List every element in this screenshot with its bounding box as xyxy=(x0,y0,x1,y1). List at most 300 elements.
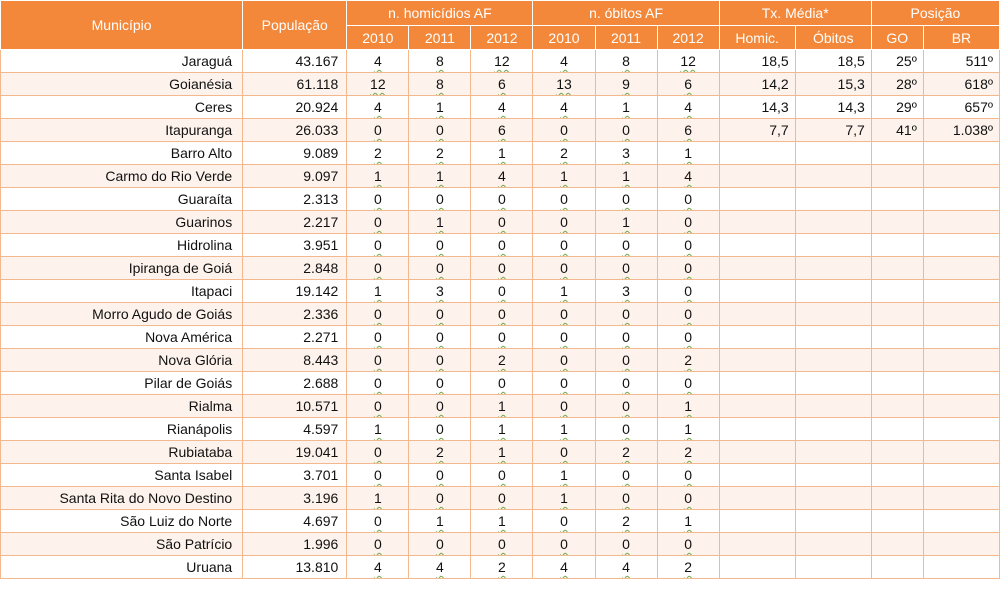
population-cell: 43.167 xyxy=(243,50,347,73)
posicao-go-cell: 28º xyxy=(871,73,923,96)
posicao-go-cell xyxy=(871,188,923,211)
obitos-2010-cell: 2 xyxy=(533,142,595,165)
obitos-2010-cell: 0 xyxy=(533,326,595,349)
obitos-2011-cell: 2 xyxy=(595,510,657,533)
posicao-go-cell xyxy=(871,165,923,188)
homicidios-2010-cell: 1 xyxy=(347,487,409,510)
posicao-go-cell xyxy=(871,211,923,234)
homicidios-2010-cell: 4 xyxy=(347,556,409,579)
obitos-2011-cell: 2 xyxy=(595,441,657,464)
municipio-cell: Pilar de Goiás xyxy=(1,372,243,395)
municipio-cell: Rianápolis xyxy=(1,418,243,441)
posicao-go-cell xyxy=(871,234,923,257)
homicidios-2012-cell: 6 xyxy=(471,119,533,142)
municipio-cell: Carmo do Rio Verde xyxy=(1,165,243,188)
homicidios-2012-cell: 4 xyxy=(471,96,533,119)
obitos-2011-cell: 1 xyxy=(595,96,657,119)
population-cell: 9.097 xyxy=(243,165,347,188)
posicao-br-cell xyxy=(923,487,999,510)
header-obitos-2010: 2010 xyxy=(533,26,595,50)
obitos-2011-cell: 0 xyxy=(595,257,657,280)
municipio-cell: Nova América xyxy=(1,326,243,349)
tx-obitos-cell xyxy=(795,395,871,418)
homicidios-2010-cell: 4 xyxy=(347,50,409,73)
municipio-cell: Barro Alto xyxy=(1,142,243,165)
posicao-br-cell xyxy=(923,257,999,280)
obitos-2011-cell: 9 xyxy=(595,73,657,96)
homicidios-2010-cell: 0 xyxy=(347,303,409,326)
header-homic: Homic. xyxy=(719,26,795,50)
homicidios-2010-cell: 0 xyxy=(347,257,409,280)
obitos-2012-cell: 2 xyxy=(657,556,719,579)
homicidios-2011-cell: 0 xyxy=(409,349,471,372)
obitos-2012-cell: 0 xyxy=(657,533,719,556)
tx-obitos-cell xyxy=(795,556,871,579)
obitos-2011-cell: 3 xyxy=(595,280,657,303)
posicao-br-cell xyxy=(923,280,999,303)
header-posicao: Posição xyxy=(871,1,999,26)
posicao-br-cell xyxy=(923,303,999,326)
header-municipio: Município xyxy=(1,1,243,50)
posicao-go-cell: 25º xyxy=(871,50,923,73)
homicidios-2011-cell: 0 xyxy=(409,395,471,418)
homicidios-2012-cell: 1 xyxy=(471,510,533,533)
obitos-2012-cell: 6 xyxy=(657,73,719,96)
posicao-br-cell xyxy=(923,372,999,395)
homicidios-2012-cell: 0 xyxy=(471,211,533,234)
posicao-go-cell xyxy=(871,257,923,280)
table-row xyxy=(1,119,1000,142)
tx-homic-cell xyxy=(719,349,795,372)
homicidios-2011-cell: 0 xyxy=(409,487,471,510)
posicao-go-cell xyxy=(871,372,923,395)
posicao-go-cell xyxy=(871,326,923,349)
municipio-cell: São Patrício xyxy=(1,533,243,556)
homicidios-2011-cell: 8 xyxy=(409,50,471,73)
homicidios-2011-cell: 0 xyxy=(409,257,471,280)
homicidios-2012-cell: 0 xyxy=(471,326,533,349)
tx-obitos-cell xyxy=(795,372,871,395)
posicao-go-cell: 29º xyxy=(871,96,923,119)
tx-homic-cell: 14,2 xyxy=(719,73,795,96)
header-populacao: População xyxy=(243,1,347,50)
tx-homic-cell xyxy=(719,487,795,510)
homicidios-2011-cell: 1 xyxy=(409,510,471,533)
table-row xyxy=(1,487,1000,510)
homicidios-2012-cell: 12 xyxy=(471,50,533,73)
obitos-2012-cell: 6 xyxy=(657,119,719,142)
posicao-br-cell xyxy=(923,441,999,464)
tx-homic-cell xyxy=(719,280,795,303)
tx-homic-cell xyxy=(719,257,795,280)
obitos-2012-cell: 2 xyxy=(657,441,719,464)
obitos-2012-cell: 1 xyxy=(657,510,719,533)
homicidios-2012-cell: 0 xyxy=(471,280,533,303)
posicao-go-cell xyxy=(871,303,923,326)
population-cell: 2.848 xyxy=(243,257,347,280)
municipio-cell: Hidrolina xyxy=(1,234,243,257)
tx-homic-cell xyxy=(719,441,795,464)
population-cell: 2.336 xyxy=(243,303,347,326)
obitos-2012-cell: 0 xyxy=(657,326,719,349)
tx-obitos-cell: 18,5 xyxy=(795,50,871,73)
header-homicidios-2011: 2011 xyxy=(409,26,471,50)
posicao-br-cell xyxy=(923,464,999,487)
homicidios-2011-cell: 0 xyxy=(409,188,471,211)
posicao-go-cell xyxy=(871,418,923,441)
table-row xyxy=(1,533,1000,556)
obitos-2012-cell: 0 xyxy=(657,487,719,510)
table-row xyxy=(1,96,1000,119)
posicao-br-cell: 657º xyxy=(923,96,999,119)
obitos-2010-cell: 4 xyxy=(533,556,595,579)
posicao-br-cell xyxy=(923,349,999,372)
table-row xyxy=(1,257,1000,280)
municipio-cell: Goianésia xyxy=(1,73,243,96)
obitos-2012-cell: 1 xyxy=(657,395,719,418)
homicidios-2010-cell: 0 xyxy=(347,372,409,395)
obitos-2011-cell: 0 xyxy=(595,372,657,395)
obitos-2011-cell: 0 xyxy=(595,188,657,211)
table-row xyxy=(1,510,1000,533)
homicidios-2010-cell: 0 xyxy=(347,441,409,464)
posicao-go-cell xyxy=(871,280,923,303)
posicao-go-cell xyxy=(871,510,923,533)
obitos-2012-cell: 0 xyxy=(657,280,719,303)
obitos-2010-cell: 0 xyxy=(533,211,595,234)
population-cell: 10.571 xyxy=(243,395,347,418)
homicidios-2012-cell: 0 xyxy=(471,303,533,326)
table-row xyxy=(1,280,1000,303)
homicidios-2010-cell: 0 xyxy=(347,533,409,556)
posicao-br-cell xyxy=(923,211,999,234)
population-cell: 3.196 xyxy=(243,487,347,510)
obitos-2011-cell: 0 xyxy=(595,395,657,418)
tx-homic-cell xyxy=(719,533,795,556)
municipio-cell: Guaraíta xyxy=(1,188,243,211)
tx-obitos-cell xyxy=(795,188,871,211)
tx-homic-cell xyxy=(719,188,795,211)
tx-obitos-cell xyxy=(795,326,871,349)
homicidios-2010-cell: 12 xyxy=(347,73,409,96)
posicao-br-cell xyxy=(923,556,999,579)
header-tx-media: Tx. Média* xyxy=(719,1,871,26)
municipio-cell: Guarinos xyxy=(1,211,243,234)
tx-homic-cell xyxy=(719,464,795,487)
header-homicidios-2010: 2010 xyxy=(347,26,409,50)
municipio-cell: Jaraguá xyxy=(1,50,243,73)
obitos-2012-cell: 0 xyxy=(657,257,719,280)
homicidios-2010-cell: 0 xyxy=(347,326,409,349)
homicidios-2012-cell: 0 xyxy=(471,234,533,257)
posicao-br-cell xyxy=(923,326,999,349)
obitos-2011-cell: 0 xyxy=(595,326,657,349)
homicidios-2010-cell: 0 xyxy=(347,119,409,142)
table-row xyxy=(1,73,1000,96)
tx-homic-cell xyxy=(719,326,795,349)
posicao-br-cell xyxy=(923,533,999,556)
homicidios-2012-cell: 0 xyxy=(471,188,533,211)
homicidios-2010-cell: 4 xyxy=(347,96,409,119)
tx-homic-cell xyxy=(719,510,795,533)
obitos-2012-cell: 1 xyxy=(657,418,719,441)
obitos-2010-cell: 0 xyxy=(533,349,595,372)
tx-homic-cell xyxy=(719,142,795,165)
population-cell: 61.118 xyxy=(243,73,347,96)
obitos-2010-cell: 0 xyxy=(533,234,595,257)
homicidios-2012-cell: 0 xyxy=(471,257,533,280)
header-obitos-2011: 2011 xyxy=(595,26,657,50)
homicidios-2012-cell: 1 xyxy=(471,395,533,418)
obitos-2011-cell: 0 xyxy=(595,303,657,326)
table-row xyxy=(1,142,1000,165)
tx-obitos-cell xyxy=(795,234,871,257)
obitos-2011-cell: 3 xyxy=(595,142,657,165)
homicidios-2012-cell: 2 xyxy=(471,349,533,372)
table-row xyxy=(1,395,1000,418)
tx-homic-cell xyxy=(719,234,795,257)
table-row xyxy=(1,234,1000,257)
homicidios-2011-cell: 0 xyxy=(409,418,471,441)
homicidios-2011-cell: 4 xyxy=(409,556,471,579)
posicao-go-cell xyxy=(871,487,923,510)
municipio-cell: São Luiz do Norte xyxy=(1,510,243,533)
table-row xyxy=(1,464,1000,487)
posicao-go-cell xyxy=(871,464,923,487)
posicao-br-cell xyxy=(923,395,999,418)
obitos-2011-cell: 8 xyxy=(595,50,657,73)
header-obitos-2012: 2012 xyxy=(657,26,719,50)
tx-homic-cell xyxy=(719,556,795,579)
obitos-2012-cell: 0 xyxy=(657,188,719,211)
homicidios-2011-cell: 3 xyxy=(409,280,471,303)
tx-obitos-cell xyxy=(795,142,871,165)
homicidios-2011-cell: 8 xyxy=(409,73,471,96)
municipio-cell: Santa Isabel xyxy=(1,464,243,487)
homicidios-2011-cell: 0 xyxy=(409,303,471,326)
tx-obitos-cell xyxy=(795,464,871,487)
homicidios-2012-cell: 1 xyxy=(471,142,533,165)
obitos-2010-cell: 0 xyxy=(533,510,595,533)
tx-homic-cell xyxy=(719,418,795,441)
obitos-2010-cell: 13 xyxy=(533,73,595,96)
obitos-2010-cell: 0 xyxy=(533,533,595,556)
tx-homic-cell: 18,5 xyxy=(719,50,795,73)
municipio-cell: Santa Rita do Novo Destino xyxy=(1,487,243,510)
population-cell: 19.041 xyxy=(243,441,347,464)
tx-obitos-cell xyxy=(795,349,871,372)
tx-obitos-cell xyxy=(795,211,871,234)
municipio-cell: Ceres xyxy=(1,96,243,119)
obitos-2012-cell: 0 xyxy=(657,372,719,395)
obitos-2012-cell: 1 xyxy=(657,142,719,165)
homicidios-2010-cell: 1 xyxy=(347,165,409,188)
obitos-2011-cell: 0 xyxy=(595,418,657,441)
tx-homic-cell xyxy=(719,165,795,188)
obitos-2010-cell: 0 xyxy=(533,119,595,142)
table-row xyxy=(1,349,1000,372)
obitos-2012-cell: 4 xyxy=(657,165,719,188)
posicao-br-cell: 511º xyxy=(923,50,999,73)
obitos-2011-cell: 0 xyxy=(595,533,657,556)
obitos-2011-cell: 0 xyxy=(595,349,657,372)
homicidios-2010-cell: 0 xyxy=(347,234,409,257)
posicao-go-cell xyxy=(871,142,923,165)
homicidios-2011-cell: 1 xyxy=(409,211,471,234)
obitos-2012-cell: 2 xyxy=(657,349,719,372)
table-row xyxy=(1,188,1000,211)
obitos-2010-cell: 1 xyxy=(533,280,595,303)
tx-obitos-cell xyxy=(795,441,871,464)
obitos-2011-cell: 0 xyxy=(595,487,657,510)
population-cell: 8.443 xyxy=(243,349,347,372)
homicidios-2011-cell: 0 xyxy=(409,234,471,257)
population-cell: 9.089 xyxy=(243,142,347,165)
header-go: GO xyxy=(871,26,923,50)
homicidios-2010-cell: 0 xyxy=(347,211,409,234)
municipio-cell: Itapuranga xyxy=(1,119,243,142)
posicao-go-cell xyxy=(871,349,923,372)
population-cell: 4.697 xyxy=(243,510,347,533)
table-row xyxy=(1,303,1000,326)
table-row xyxy=(1,441,1000,464)
population-cell: 3.701 xyxy=(243,464,347,487)
tx-obitos-cell: 15,3 xyxy=(795,73,871,96)
tx-obitos-cell xyxy=(795,487,871,510)
homicidios-2012-cell: 0 xyxy=(471,372,533,395)
header-br: BR xyxy=(923,26,999,50)
posicao-br-cell xyxy=(923,510,999,533)
homicidios-2010-cell: 2 xyxy=(347,142,409,165)
homicidios-2012-cell: 1 xyxy=(471,441,533,464)
homicidios-2011-cell: 0 xyxy=(409,326,471,349)
obitos-2011-cell: 0 xyxy=(595,119,657,142)
homicidios-2011-cell: 0 xyxy=(409,533,471,556)
obitos-2010-cell: 1 xyxy=(533,165,595,188)
homicidios-2011-cell: 2 xyxy=(409,142,471,165)
posicao-br-cell xyxy=(923,142,999,165)
tx-obitos-cell: 7,7 xyxy=(795,119,871,142)
obitos-2010-cell: 1 xyxy=(533,487,595,510)
posicao-br-cell: 618º xyxy=(923,73,999,96)
homicidios-2012-cell: 4 xyxy=(471,165,533,188)
obitos-2010-cell: 1 xyxy=(533,464,595,487)
table-row xyxy=(1,556,1000,579)
header-obitos-rate: Óbitos xyxy=(795,26,871,50)
posicao-go-cell xyxy=(871,556,923,579)
obitos-2011-cell: 4 xyxy=(595,556,657,579)
population-cell: 3.951 xyxy=(243,234,347,257)
obitos-2012-cell: 4 xyxy=(657,96,719,119)
posicao-br-cell xyxy=(923,418,999,441)
homicidios-2011-cell: 1 xyxy=(409,96,471,119)
table-row xyxy=(1,165,1000,188)
posicao-go-cell: 41º xyxy=(871,119,923,142)
population-cell: 2.217 xyxy=(243,211,347,234)
obitos-2012-cell: 0 xyxy=(657,464,719,487)
obitos-2010-cell: 0 xyxy=(533,257,595,280)
municipio-cell: Itapaci xyxy=(1,280,243,303)
table-row xyxy=(1,50,1000,73)
obitos-2010-cell: 0 xyxy=(533,395,595,418)
municipio-cell: Uruana xyxy=(1,556,243,579)
table-row xyxy=(1,211,1000,234)
tx-homic-cell xyxy=(719,211,795,234)
obitos-2012-cell: 0 xyxy=(657,303,719,326)
tx-homic-cell xyxy=(719,372,795,395)
municipio-cell: Rialma xyxy=(1,395,243,418)
municipio-cell: Morro Agudo de Goiás xyxy=(1,303,243,326)
population-cell: 13.810 xyxy=(243,556,347,579)
homicidios-2012-cell: 1 xyxy=(471,418,533,441)
homicidios-2011-cell: 1 xyxy=(409,165,471,188)
obitos-2010-cell: 0 xyxy=(533,441,595,464)
tx-homic-cell: 14,3 xyxy=(719,96,795,119)
tx-obitos-cell: 14,3 xyxy=(795,96,871,119)
posicao-br-cell xyxy=(923,165,999,188)
municipio-cell: Nova Glória xyxy=(1,349,243,372)
posicao-go-cell xyxy=(871,533,923,556)
homicidios-2010-cell: 1 xyxy=(347,280,409,303)
table-row xyxy=(1,418,1000,441)
homicidios-2011-cell: 0 xyxy=(409,464,471,487)
header-homicidios-2012: 2012 xyxy=(471,26,533,50)
homicidios-2012-cell: 6 xyxy=(471,73,533,96)
header-obitos: n. óbitos AF xyxy=(533,1,719,26)
homicidios-2012-cell: 0 xyxy=(471,533,533,556)
obitos-2010-cell: 0 xyxy=(533,372,595,395)
table-body xyxy=(1,50,1000,579)
posicao-go-cell xyxy=(871,395,923,418)
tx-homic-cell xyxy=(719,303,795,326)
table-row xyxy=(1,372,1000,395)
tx-obitos-cell xyxy=(795,257,871,280)
homicidios-2010-cell: 0 xyxy=(347,188,409,211)
obitos-2012-cell: 0 xyxy=(657,211,719,234)
population-cell: 2.271 xyxy=(243,326,347,349)
obitos-2010-cell: 0 xyxy=(533,303,595,326)
obitos-2011-cell: 1 xyxy=(595,165,657,188)
homicidios-2010-cell: 0 xyxy=(347,349,409,372)
obitos-2010-cell: 1 xyxy=(533,418,595,441)
tx-obitos-cell xyxy=(795,165,871,188)
homicidios-2012-cell: 0 xyxy=(471,464,533,487)
homicidios-2010-cell: 0 xyxy=(347,395,409,418)
obitos-2012-cell: 12 xyxy=(657,50,719,73)
homicidios-2011-cell: 0 xyxy=(409,372,471,395)
tx-homic-cell: 7,7 xyxy=(719,119,795,142)
tx-obitos-cell xyxy=(795,418,871,441)
obitos-2010-cell: 4 xyxy=(533,50,595,73)
obitos-2011-cell: 0 xyxy=(595,464,657,487)
homicidios-2010-cell: 0 xyxy=(347,510,409,533)
homicidios-2011-cell: 2 xyxy=(409,441,471,464)
population-cell: 4.597 xyxy=(243,418,347,441)
table-row xyxy=(1,326,1000,349)
obitos-2010-cell: 4 xyxy=(533,96,595,119)
tx-obitos-cell xyxy=(795,510,871,533)
population-cell: 26.033 xyxy=(243,119,347,142)
population-cell: 2.313 xyxy=(243,188,347,211)
tx-obitos-cell xyxy=(795,280,871,303)
posicao-br-cell xyxy=(923,188,999,211)
homicidios-2012-cell: 2 xyxy=(471,556,533,579)
homicidios-2010-cell: 1 xyxy=(347,418,409,441)
header-homicidios: n. homicídios AF xyxy=(347,1,533,26)
population-cell: 20.924 xyxy=(243,96,347,119)
tx-homic-cell xyxy=(719,395,795,418)
obitos-2012-cell: 0 xyxy=(657,234,719,257)
